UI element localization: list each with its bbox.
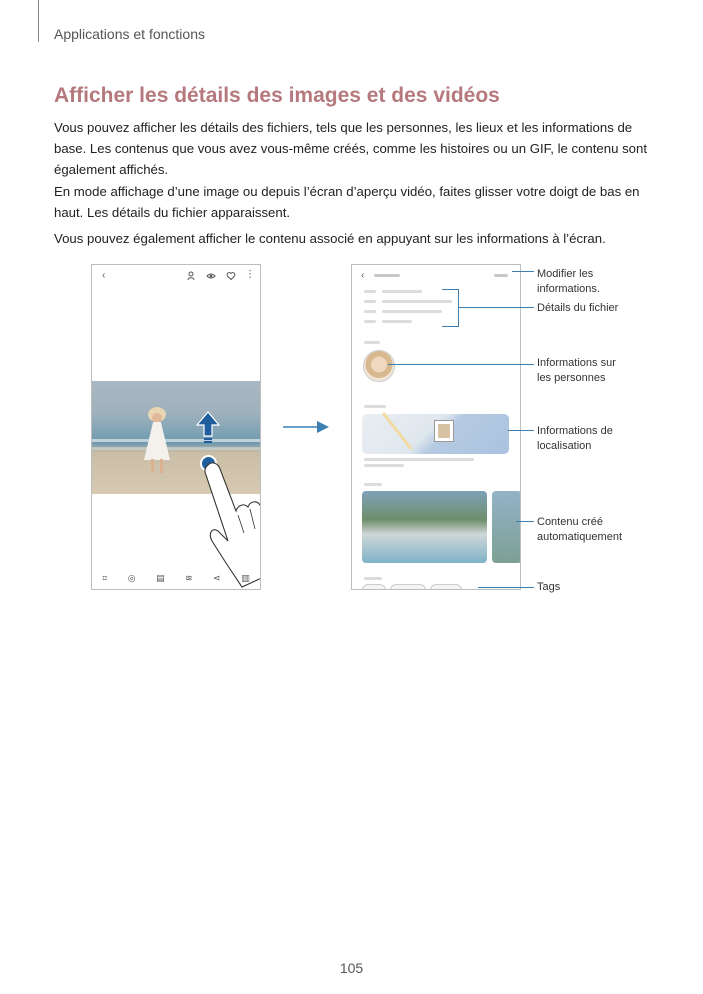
chevron-left-icon[interactable]: ‹ (102, 270, 106, 281)
wave (92, 439, 260, 442)
auto-created-card[interactable] (492, 491, 521, 563)
body-paragraph: En mode affichage d’une image ou depuis l’écran d’aperçu vidéo, faites glisser votre doigt de bas en haut. Les détails du fichier apparaissent. (54, 184, 640, 220)
share-icon[interactable]: ⋖ (213, 573, 221, 583)
crop-icon[interactable]: ⌗ (102, 573, 108, 583)
file-detail-line (382, 310, 442, 313)
tags-heading-placeholder (364, 577, 382, 580)
page-number: 105 (339, 960, 364, 976)
person-avatar[interactable] (363, 350, 395, 382)
tag-chip[interactable] (430, 584, 462, 590)
file-detail-line (364, 300, 376, 303)
callout-file-details: Détails du fichier (537, 302, 619, 314)
girl-leg (160, 459, 163, 473)
edit-button-placeholder[interactable] (494, 274, 508, 277)
cast-icon[interactable]: ≋ (185, 573, 193, 583)
location-heading-placeholder (364, 405, 386, 408)
section-title: Afficher les détails des images et des vidéos (54, 84, 500, 107)
callout-line-edit (512, 271, 534, 272)
edit-icon[interactable]: ◎ (127, 573, 136, 583)
location-map-card[interactable] (362, 414, 509, 454)
callout-line-location (508, 430, 534, 431)
map-photo-thumbnail (438, 424, 450, 438)
phone-image-viewer (91, 264, 261, 590)
more-vertical-icon[interactable]: ⋮ (245, 269, 255, 280)
location-address-line (364, 458, 474, 461)
body-paragraph: Vous pouvez également afficher le contenu associé en appuyant sur les informations à l’écran. (54, 231, 606, 246)
swipe-up-arrow-icon (195, 410, 221, 444)
heart-icon[interactable] (226, 271, 236, 284)
body-paragraph: Vous pouvez afficher les détails des fichiers, tels que les personnes, les lieux et les informations de base. Les contenus que vous avez vous-même créés, comme les histoires ou un GIF, le contenu sont également affichés. (54, 120, 648, 177)
file-detail-line (364, 320, 376, 323)
file-detail-line (382, 290, 422, 293)
callout-auto-content: Contenu créé automatiquement (537, 516, 622, 543)
tag-chip[interactable] (362, 584, 386, 590)
save-icon[interactable]: ▤ (156, 573, 165, 583)
callout-line-people (388, 364, 534, 365)
map-photo-pin (434, 420, 454, 442)
arrow-right-icon (283, 419, 331, 435)
auto-content-heading-placeholder (364, 483, 382, 486)
auto-created-story-card[interactable] (362, 491, 487, 563)
location-address-line (364, 464, 404, 467)
callout-line-tags (478, 587, 534, 588)
running-header: Applications et fonctions (54, 26, 205, 42)
callout-line-auto (516, 521, 534, 522)
callout-line-details (458, 307, 534, 308)
delete-icon[interactable]: ▥ (241, 573, 250, 583)
callout-edit-info: Modifier les informations. (537, 268, 600, 295)
phone-details-screen (351, 264, 521, 590)
file-details-bracket (442, 289, 459, 327)
file-detail-line (364, 290, 376, 293)
girl-face (152, 413, 162, 423)
tag-chip[interactable] (390, 584, 426, 590)
chevron-left-icon[interactable]: ‹ (361, 270, 365, 281)
details-title-placeholder (374, 274, 400, 277)
person-tag-icon[interactable] (187, 271, 197, 284)
eye-icon[interactable] (206, 271, 216, 284)
wave (92, 447, 260, 450)
hand-gesture-icon (202, 461, 261, 590)
girl-leg (151, 459, 154, 473)
header-rule (38, 0, 39, 42)
file-detail-line (382, 320, 412, 323)
callout-location-info: Informations de localisation (537, 425, 613, 452)
bottom-toolbar (92, 573, 260, 584)
people-heading-placeholder (364, 341, 380, 344)
callout-people-info: Informations sur les personnes (537, 357, 616, 384)
callout-tags: Tags (537, 581, 561, 593)
map-road (382, 412, 413, 450)
file-detail-line (364, 310, 376, 313)
